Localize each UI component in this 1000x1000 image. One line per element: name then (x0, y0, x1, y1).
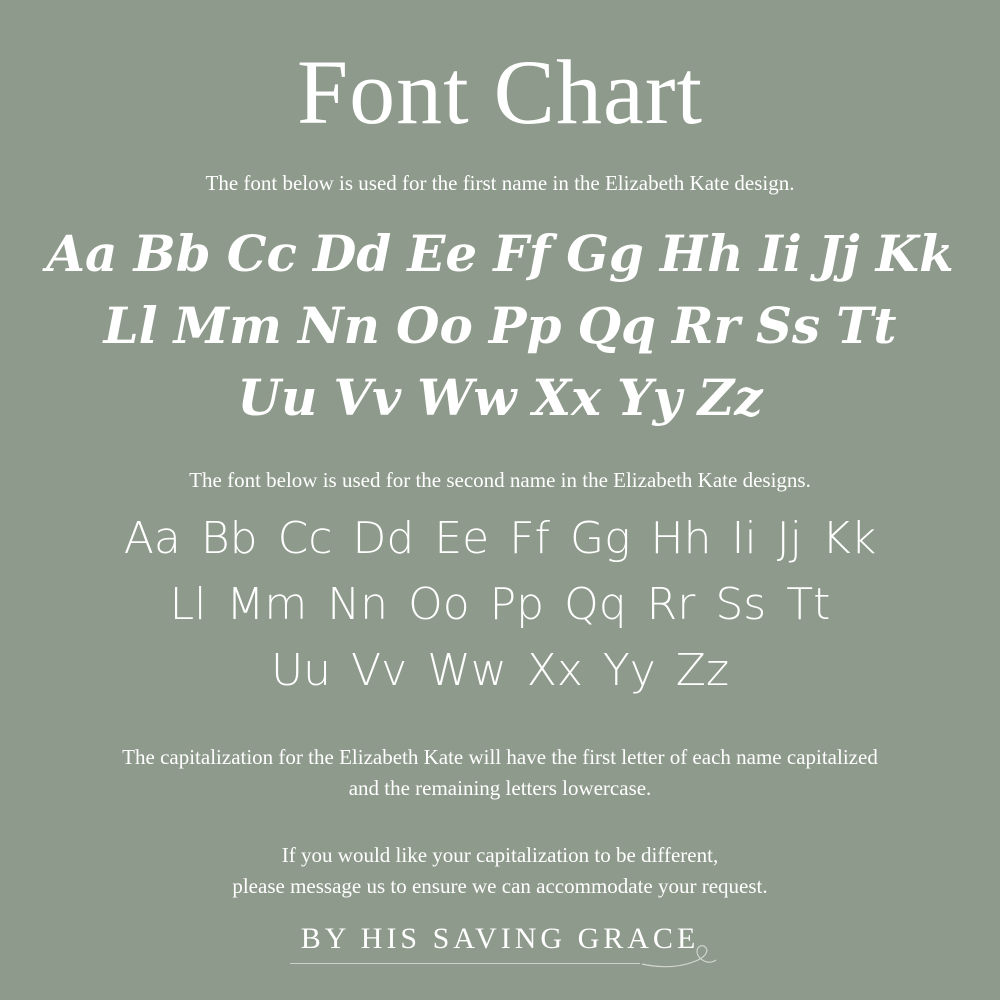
sans-letter-pair: Uu (270, 645, 332, 696)
sans-letter-pair: Bb (200, 513, 258, 564)
brand-underline (290, 963, 640, 964)
second-name-font-caption: The font below is used for the second name in the Elizabeth Kate designs. (189, 468, 811, 492)
script-letter-pair: Mm (173, 296, 282, 355)
script-letter-pair: Nn (297, 296, 380, 355)
sans-letter-pair: Qq (564, 579, 627, 630)
script-letter-pair: Jj (817, 224, 860, 283)
capitalization-note-line-1: The capitalization for the Elizabeth Kate will have the first letter of each name capitalized (122, 745, 878, 769)
sans-letter-pair: Ll (169, 579, 207, 630)
script-letter-pair: Ss (755, 296, 821, 355)
script-alphabet-row-2 (0, 290, 1000, 362)
script-letter-pair: Aa (46, 224, 118, 283)
sans-letter-pair: Kk (821, 513, 877, 564)
sans-letter-pair: Dd (352, 513, 415, 564)
script-letter-pair: Xx (532, 368, 601, 427)
sans-letter-pair: Cc (277, 513, 333, 564)
sans-letter-pair: Yy (602, 645, 656, 696)
brand-logo-text: BY HIS SAVING GRACE (300, 922, 700, 955)
script-letter-pair: Rr (671, 296, 740, 355)
sans-letter-pair: Mm (226, 579, 308, 630)
sans-letter-pair: Ss (715, 579, 767, 630)
script-letter-pair: Kk (875, 224, 954, 283)
custom-request-note (0, 840, 1000, 902)
script-letter-pair: Qq (577, 296, 656, 355)
script-letter-pair: Bb (133, 224, 211, 283)
script-alphabet (0, 218, 1000, 434)
sans-letter-pair: Ff (509, 513, 550, 564)
script-letter-pair: Vv (333, 368, 402, 427)
sans-letter-pair: Pp (489, 579, 545, 630)
sans-letter-pair: Xx (526, 645, 583, 696)
script-letter-pair: Ii (759, 224, 802, 283)
page-title: Font Chart (296, 41, 704, 143)
custom-request-note-line-2: please message us to ensure we can accommodate your request. (232, 874, 768, 898)
script-letter-pair: Zz (697, 368, 763, 427)
script-letter-pair: Ll (103, 296, 158, 355)
script-letter-pair: Tt (836, 296, 897, 355)
sans-letter-pair: Jj (776, 513, 802, 564)
sans-letter-pair: Rr (646, 579, 696, 630)
sans-alphabet-row-1 (0, 506, 1000, 572)
sans-letter-pair: Ii (731, 513, 757, 564)
sans-letter-pair: Gg (570, 513, 631, 564)
script-letter-pair: Pp (488, 296, 562, 355)
script-letter-pair: Dd (312, 224, 392, 283)
script-letter-pair: Ee (407, 224, 478, 283)
sans-letter-pair: Ee (434, 513, 490, 564)
script-alphabet-row-3 (0, 362, 1000, 434)
script-letter-pair: Uu (237, 368, 318, 427)
capitalization-note (0, 742, 1000, 804)
sans-letter-pair: Ww (427, 645, 507, 696)
brand-swash-icon (640, 938, 720, 972)
script-letter-pair: Ff (493, 224, 551, 283)
sans-letter-pair: Hh (650, 513, 712, 564)
script-letter-pair: Oo (396, 296, 473, 355)
sans-letter-pair: Aa (123, 513, 181, 564)
custom-request-note-line-1: If you would like your capitalization to be different, (281, 843, 719, 867)
sans-alphabet (0, 506, 1000, 704)
sans-letter-pair: Vv (351, 645, 408, 696)
script-alphabet-row-1 (0, 218, 1000, 290)
sans-letter-pair: Nn (327, 579, 389, 630)
sans-letter-pair: Zz (675, 645, 730, 696)
capitalization-note-line-2: and the remaining letters lowercase. (348, 776, 652, 800)
script-letter-pair: Cc (226, 224, 297, 283)
script-letter-pair: Yy (616, 368, 682, 427)
script-letter-pair: Hh (659, 224, 744, 283)
script-letter-pair: Gg (566, 224, 644, 283)
sans-alphabet-row-3 (0, 638, 1000, 704)
script-letter-pair: Ww (417, 368, 517, 427)
sans-alphabet-row-2 (0, 572, 1000, 638)
first-name-font-caption: The font below is used for the first name in the Elizabeth Kate design. (205, 171, 795, 195)
sans-letter-pair: Oo (408, 579, 470, 630)
sans-letter-pair: Tt (786, 579, 831, 630)
